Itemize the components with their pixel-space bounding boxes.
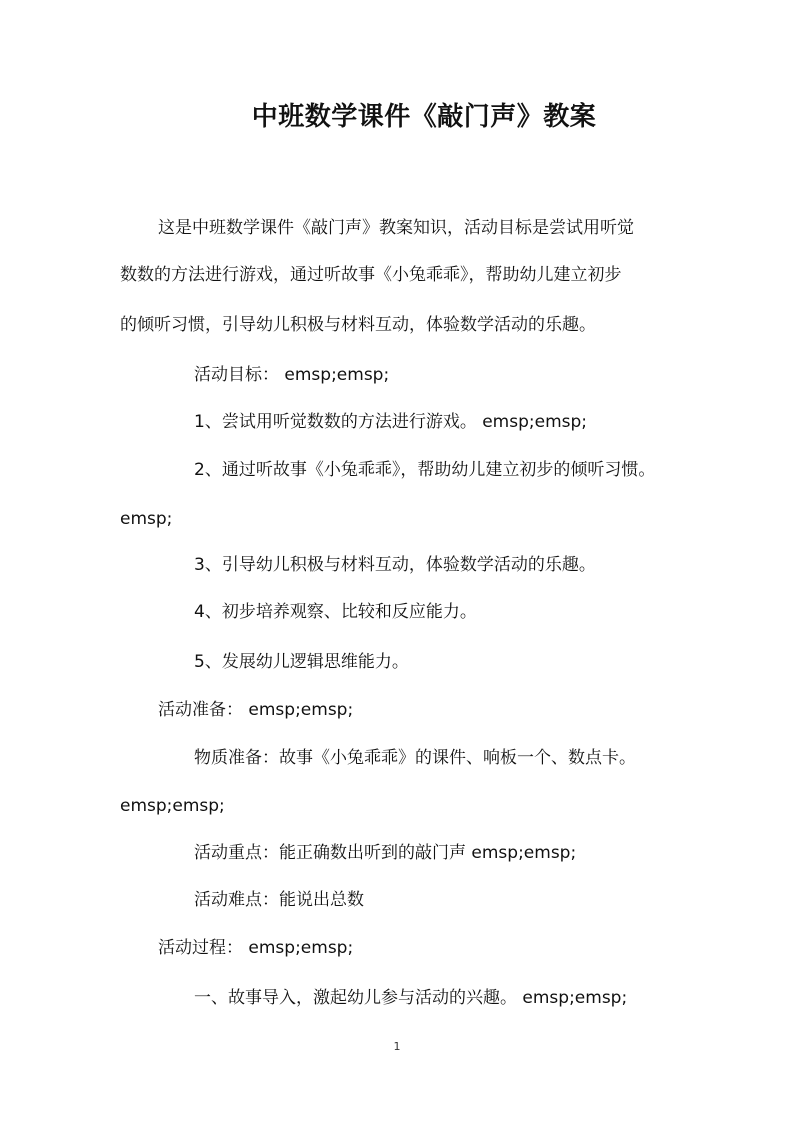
section-heading-process: 活动过程： emsp;emsp;	[158, 938, 354, 958]
document-title: 中班数学课件《敲门声》教案	[251, 102, 597, 132]
section-heading-goals: 活动目标： emsp;emsp;	[194, 365, 390, 385]
goal-item-3: 3、引导幼儿积极与材料互动，体验数学活动的乐趣。	[194, 555, 596, 575]
paragraph-line: 这是中班数学课件《敲门声》教案知识，活动目标是尝试用听觉	[158, 218, 634, 238]
material-preparation: 物质准备：故事《小兔乖乖》的课件、响板一个、数点卡。	[194, 748, 636, 768]
paragraph-line: 数数的方法进行游戏，通过听故事《小兔乖乖》，帮助幼儿建立初步	[120, 265, 622, 285]
goal-item-4: 4、初步培养观察、比较和反应能力。	[194, 602, 477, 622]
material-preparation-continuation: emsp;emsp;	[120, 796, 225, 816]
difficult-point: 活动难点：能说出总数	[194, 890, 364, 910]
paragraph-line: 的倾听习惯，引导幼儿积极与材料互动，体验数学活动的乐趣。	[120, 315, 596, 335]
goal-item-1: 1、尝试用听觉数数的方法进行游戏。 emsp;emsp;	[194, 412, 588, 432]
section-heading-preparation: 活动准备： emsp;emsp;	[158, 700, 354, 720]
goal-item-2-continuation: emsp;	[120, 509, 173, 529]
process-step-1: 一、故事导入，激起幼儿参与活动的兴趣。 emsp;emsp;	[194, 988, 628, 1008]
page-number: 1	[393, 1040, 401, 1053]
goal-item-5: 5、发展幼儿逻辑思维能力。	[194, 652, 409, 672]
goal-item-2: 2、通过听故事《小兔乖乖》，帮助幼儿建立初步的倾听习惯。	[194, 460, 656, 480]
key-point: 活动重点：能正确数出听到的敲门声 emsp;emsp;	[194, 843, 577, 863]
